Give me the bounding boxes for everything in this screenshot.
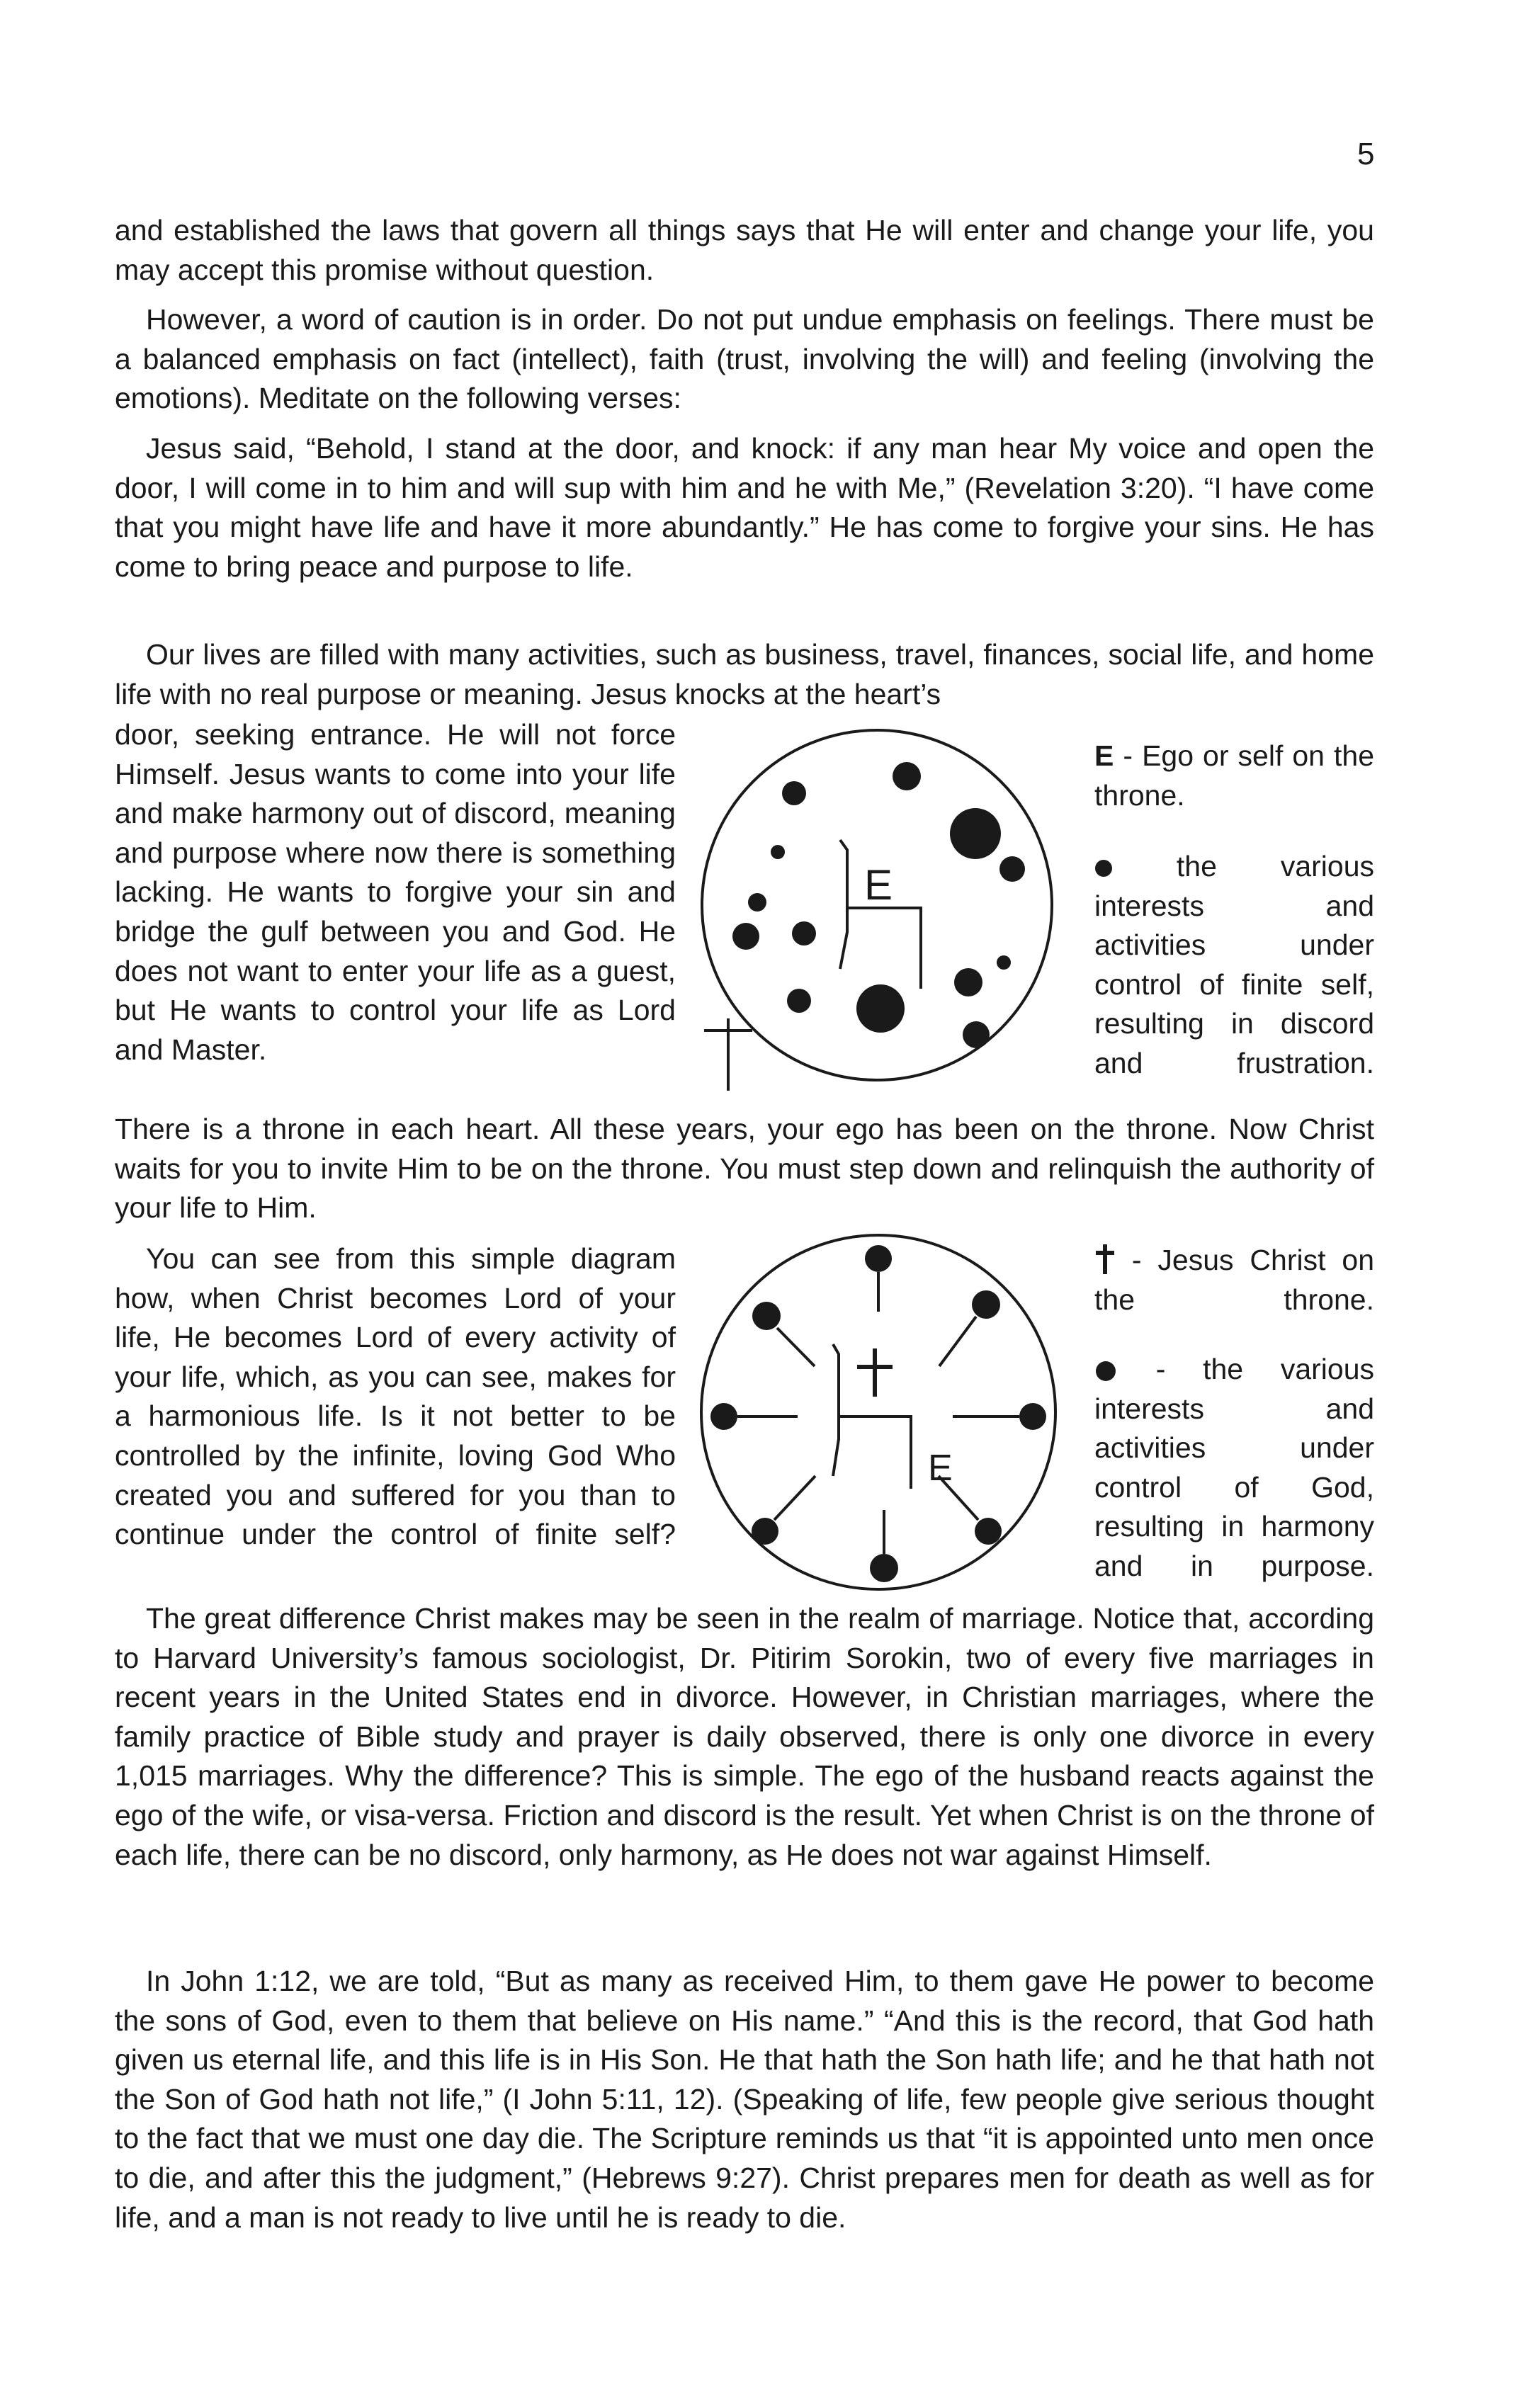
activity-dot: [752, 1518, 778, 1545]
ego-letter: E: [864, 861, 893, 909]
dot-symbol-icon: [1094, 1361, 1118, 1382]
spoke: [774, 1476, 815, 1520]
dot-symbol-icon: [1094, 859, 1113, 878]
page-number: 5: [1357, 137, 1375, 171]
throne-icon: [833, 1344, 839, 1476]
paragraph-4-wrapped: door, seeking entrance. He will not force Himself. Jesus wants to come into your life and make harmony out of discord, meaning and purpose where now there is something lacking. He wants to forgive your sin and bridge the gulf between you and God. He does not want to enter your life as a guest, but He wants to control your life as Lord and Master.: [115, 718, 676, 1066]
spoke: [939, 1317, 976, 1366]
paragraph-6-wrapped: You can see from this simple diagram how, when Christ becomes Lord of your life, He becomes Lord of every activity of your life, which, as you can see, makes for a harmonious life. Is it not better to be controlled by the infinite, loving God Who created you and suffered for you than to continue under the control of finite self?: [115, 1242, 676, 1551]
paragraph-5: There is a throne in each heart. All these years, your ego has been on the throne. Now Christ waits for you to invite Him to be on the throne. You must step down and relinquish the authority of your life to Him.: [115, 1113, 1374, 1225]
ego-legend: [1094, 737, 1374, 815]
throne-icon: [840, 840, 847, 969]
paragraph-4: Our lives are filled with many activities, such as business, travel, finances, social life, and home life with no real purpose or meaning. Jesus knocks at the heart’s: [115, 638, 1374, 710]
activity-dot: [748, 893, 766, 911]
activity-dot: [771, 845, 785, 859]
paragraph-7: The great difference Christ makes may be seen in the realm of marriage. Notice that, according to Harvard University’s famous sociologist, Dr. Pitirim Sorokin, two of every five marriages in recent years in the United States end in divorce. However, in Christian marriages, where the family practice of Bible study and prayer is daily observed, there is only one divorce in every 1,015 marriages. Why the difference? This is simple. The ego of the husband reacts against the ego of the wife, or visa-versa. Friction and discord is the result. Yet when Christ is on the throne of each life, there can be no discord, only harmony, as He does not war against Himself.: [115, 1602, 1374, 1871]
harmony-legend-text: - the various interests and activities under control of God, resulting in harmony and in purpose.: [1094, 1353, 1374, 1582]
activity-dot: [972, 1290, 1000, 1319]
paragraph-3: Jesus said, “Behold, I stand at the door, and knock: if any man hear My voice and open the door, I will come in to him and will sup with him and he with Me,” (Revelation 3:20). “I have come that you might have life and have it more abundantly.” He has come to forgive your sins. He has come to bring peace and purpose to life.: [115, 432, 1374, 583]
activity-dot: [865, 1245, 892, 1272]
activity-dot: [870, 1554, 898, 1582]
activity-dot: [997, 955, 1011, 970]
ego-throne-diagram: [679, 722, 1075, 1091]
activity-legend-text: the various interests and activities under control of finite self, resulting in discord and frustration.: [1094, 850, 1374, 1079]
christ-throne-diagram: [687, 1227, 1070, 1595]
cross-icon: [704, 1018, 752, 1091]
ego-letter: E: [928, 1448, 953, 1489]
christ-legend-text: - Jesus Christ on the throne.: [1094, 1244, 1374, 1316]
activity-dot: [782, 781, 806, 805]
activity-dot: [893, 762, 921, 790]
paragraph-1: and established the laws that govern all things says that He will enter and change your life, you may accept this promise without question.: [115, 214, 1374, 286]
throne-seat: [847, 908, 921, 989]
cross-icon: [857, 1348, 893, 1397]
activity-dot: [732, 923, 759, 950]
activity-dot: [1019, 1403, 1046, 1430]
activity-legend: [1094, 847, 1374, 1084]
ego-symbol: E: [1094, 739, 1114, 772]
activity-dot: [710, 1403, 737, 1430]
activity-dot: [752, 1302, 781, 1330]
cross-symbol-icon: [1094, 1243, 1116, 1274]
activity-dot: [999, 856, 1025, 882]
paragraph-8: In John 1:12, we are told, “But as many as received Him, to them gave He power to become the sons of God, even to them that believe on His name.” “And this is the record, that God hath given us eternal life, and this life is in His Son. He that hath the Son hath life; and he that hath not the Son of God hath not life,” (I John 5:11, 12). (Speaking of life, few people give serious thought to the fact that we must one day die. The Scripture reminds us that “it is appointed unto men once to die, and after this the judgment,” (Hebrews 9:27). Christ prepares men for death as well as for life, and a man is not ready to live until he is ready to die.: [115, 1965, 1374, 2234]
activity-dot: [975, 1518, 1002, 1545]
activity-dot: [963, 1021, 990, 1048]
activity-dot: [954, 968, 982, 996]
christ-legend: [1094, 1241, 1374, 1319]
ego-legend-text: - Ego or self on the throne.: [1094, 739, 1374, 812]
paragraph-2: However, a word of caution is in order. Do not put undue emphasis on feelings. There must be a balanced emphasis on fact (intellect), faith (trust, involving the will) and feeling (involving the emotions). Meditate on the following verses:: [115, 303, 1374, 415]
spoke: [777, 1328, 815, 1366]
throne-seat: [839, 1416, 911, 1489]
activity-dot: [787, 989, 811, 1013]
activity-dot: [856, 984, 905, 1033]
activity-dot: [950, 808, 1001, 859]
harmony-legend: [1094, 1350, 1374, 1586]
activity-dot: [792, 921, 816, 945]
